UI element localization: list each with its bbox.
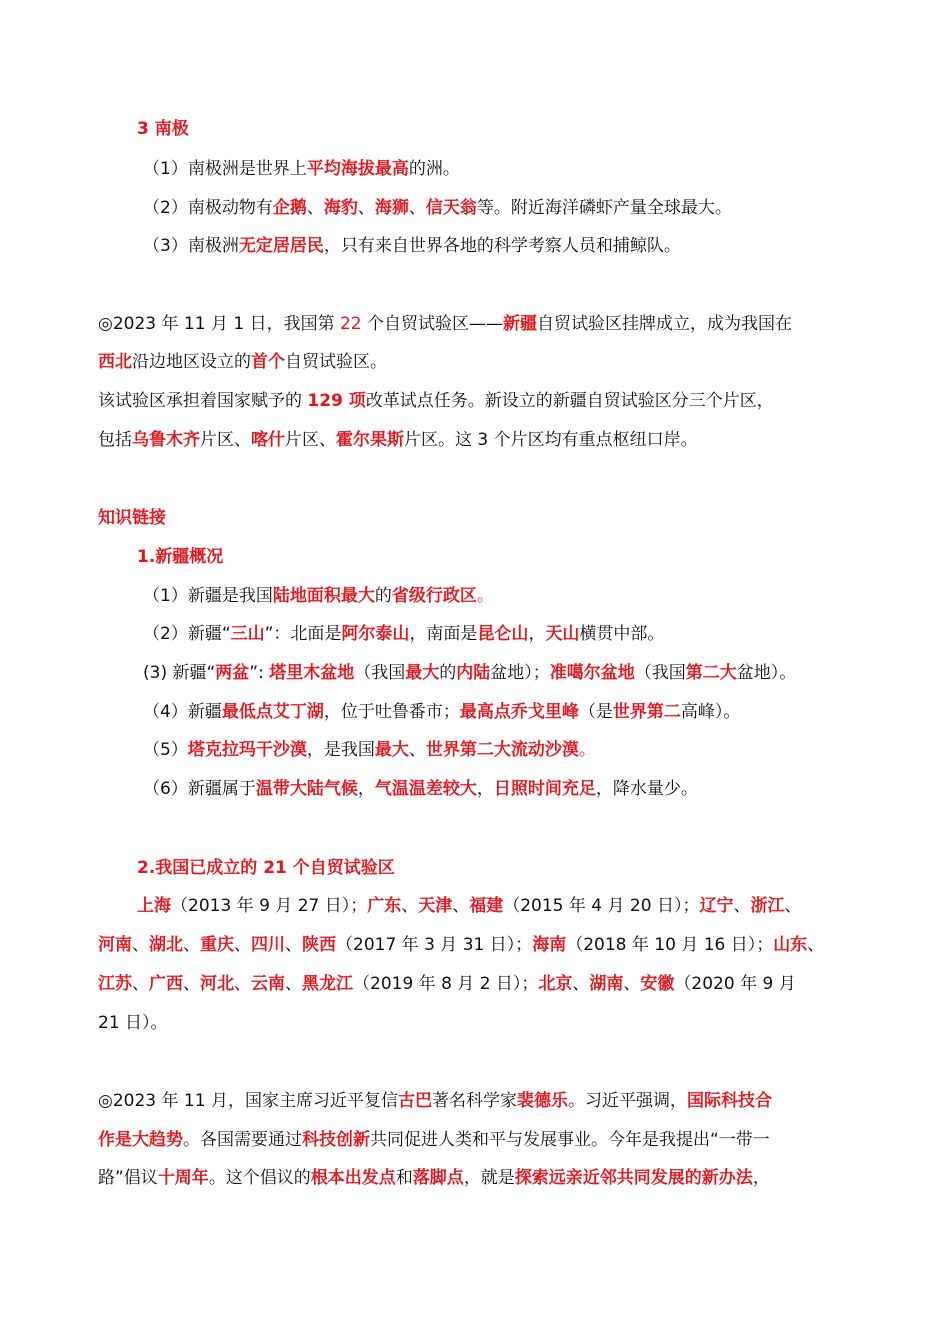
- highlight-run: 福建: [469, 896, 504, 916]
- highlight-run: 准噶尔盆地: [549, 663, 635, 683]
- highlight-run: 作是大趋势: [98, 1130, 183, 1150]
- text-run: （3）南极洲: [143, 236, 239, 256]
- text-run: 、: [183, 935, 200, 955]
- highlight-run: 科技创新: [302, 1130, 370, 1150]
- text-run: 等。附近海洋磷虾产量全球最大。: [476, 198, 732, 218]
- highlight-run: 古巴: [397, 1091, 432, 1111]
- text-run: 、: [183, 974, 200, 994]
- text-run: ，: [528, 624, 546, 644]
- text-run: 、: [285, 974, 302, 994]
- highlight-run: 省级行政区: [391, 586, 477, 606]
- highlight-run: 广西: [149, 974, 183, 994]
- highlight-run: 辽宁: [699, 896, 734, 916]
- text-run: (3) 新疆“: [143, 663, 216, 683]
- highlight-run: 天津: [418, 896, 453, 916]
- highlight-run: 喀什: [251, 430, 285, 450]
- highlight-run: 江苏: [98, 974, 132, 994]
- highlight-run: 北京: [538, 974, 573, 994]
- antarctica-item-3: [143, 234, 681, 258]
- text-run: （我国: [354, 663, 406, 683]
- text-run: （6）新疆属于: [143, 779, 256, 799]
- news-cuba-line-1: [98, 1089, 772, 1113]
- highlight-run: 昆仑山: [477, 624, 529, 644]
- text-run: （2019 年 8 月 2 日）；: [353, 974, 539, 994]
- highlight-run: 安徽: [640, 974, 675, 994]
- text-run: （2）新疆“: [143, 624, 231, 644]
- text-run: ”：北面是: [264, 624, 342, 644]
- highlight-run: 最大: [405, 663, 440, 683]
- text-run: 的洲。: [408, 159, 460, 179]
- text-run: 沿边地区设立的: [132, 352, 251, 372]
- highlight-run: 陕西: [302, 935, 336, 955]
- text-run: 、: [234, 974, 251, 994]
- highlight-run: 湖南: [589, 974, 624, 994]
- text-run: 个自贸试验区——: [361, 314, 504, 334]
- highlight-run: 西北: [98, 352, 132, 372]
- text-run: 。各国需要通过: [183, 1130, 302, 1150]
- text-run: 片区、: [200, 430, 251, 450]
- ftz-line-4: [98, 1011, 168, 1035]
- text-run: ，只有来自世界各地的科学考察人员和捕鲸队。: [323, 236, 681, 256]
- ftz-line-2: [98, 933, 824, 957]
- text-run: 改革试点任务。新设立的新疆自贸试验区分三个片区，: [365, 391, 774, 411]
- text-run: 盆地）；: [490, 663, 550, 683]
- text-run: 高峰）。: [680, 702, 741, 722]
- text-run: 、: [132, 935, 149, 955]
- text-run: （2018 年 10 月 16 日）；: [566, 935, 774, 955]
- text-run: ，就是: [463, 1168, 515, 1188]
- text-run: ◎2023 年 11 月 1 日，我国第: [98, 314, 340, 334]
- ftz-line-3: [98, 972, 796, 996]
- ftz-line-1: [137, 894, 801, 918]
- highlight-run: 2.我国已成立的 21 个自贸试验区: [137, 858, 395, 878]
- xinjiang-item-4: [143, 700, 740, 724]
- highlight-run: 裴德乐: [516, 1091, 568, 1111]
- news-cuba-line-2: [98, 1128, 770, 1152]
- highlight-run: 信天翁: [425, 198, 477, 218]
- text-run: （1）新疆是我国: [143, 586, 273, 606]
- text-run: 、: [623, 974, 641, 994]
- highlight-run: 世界第二: [612, 702, 681, 722]
- xinjiang-item-1: [143, 584, 494, 608]
- news-xinjiang-line-1: [98, 312, 792, 336]
- news-xinjiang-line-3: [98, 389, 774, 413]
- highlight-run: 乌鲁木齐: [132, 430, 200, 450]
- xinjiang-overview-heading: 1.新疆概况: [137, 547, 224, 567]
- highlight-run: 浙江: [750, 896, 785, 916]
- highlight-run: 首个: [251, 352, 285, 372]
- text-run: 、: [285, 935, 302, 955]
- highlight-run: 最大: [374, 740, 409, 760]
- highlight-run: 无定居居民: [238, 236, 324, 256]
- text-run: 、: [733, 896, 751, 916]
- highlight-run: 。: [578, 740, 596, 760]
- text-run: （2017 年 3 月 31 日）；: [336, 935, 533, 955]
- highlight-run: 河北: [200, 974, 234, 994]
- text-run: ◎2023 年 11 月，国家主席习近平复信: [98, 1091, 398, 1111]
- highlight-run: 海狮: [374, 198, 409, 218]
- highlight-run: 陆地面积最大: [272, 586, 375, 606]
- text-run: 该试验区承担着国家赋予的: [98, 391, 308, 411]
- news-xinjiang-line-4: [98, 428, 698, 452]
- text-run: 、: [357, 198, 375, 218]
- text-run: ，: [476, 779, 494, 799]
- text-run: 自贸试验区。: [285, 352, 387, 372]
- text-run: （我国: [634, 663, 686, 683]
- text-run: ，: [357, 779, 375, 799]
- highlight-run: 阿尔泰山: [341, 624, 410, 644]
- text-run: 。习近平强调，: [567, 1091, 687, 1111]
- text-run: 路”倡议: [98, 1168, 158, 1188]
- text-run: 著名科学家: [431, 1091, 517, 1111]
- text-run: 、: [401, 896, 419, 916]
- highlight-run: 海豹: [323, 198, 358, 218]
- text-run: 、: [306, 198, 324, 218]
- antarctica-item-1: [143, 157, 460, 181]
- text-run: ，南面是: [409, 624, 478, 644]
- text-run: 21 日）。: [98, 1013, 168, 1033]
- text-run: 。这个倡议的: [208, 1168, 311, 1188]
- text-run: 的: [439, 663, 457, 683]
- highlight-run: 塔克拉玛干沙漠: [187, 740, 307, 760]
- highlight-run: 上海: [137, 896, 171, 916]
- knowledge-link-heading: 知识链接: [98, 508, 166, 528]
- xinjiang-item-3: [143, 661, 796, 685]
- text-run: （5）: [143, 740, 188, 760]
- text-run: 和: [395, 1168, 413, 1188]
- highlight-run: 新疆: [503, 314, 538, 334]
- text-run: （4）新疆: [143, 702, 222, 722]
- text-run: ，降水量少。: [595, 779, 698, 799]
- text-run: 、: [784, 896, 802, 916]
- text-run: （2015 年 4 月 20 日）；: [503, 896, 700, 916]
- text-run: 、: [234, 935, 251, 955]
- text-run: 、: [572, 974, 590, 994]
- xinjiang-item-6: [143, 777, 698, 801]
- highlight-run: 霍尔果斯: [336, 430, 404, 450]
- highlight-run: 云南: [251, 974, 285, 994]
- highlight-run: 最低点艾丁湖: [221, 702, 324, 722]
- text-run: 片区。这 3 个片区均有重点枢纽口岸。: [404, 430, 698, 450]
- text-run: 自贸试验区挂牌成立，成为我国在: [537, 314, 793, 334]
- text-run: ，位于吐鲁番市；: [323, 702, 460, 722]
- text-run: （1）南极洲是世界上: [143, 159, 307, 179]
- text-run: （2013 年 9 月 27 日）；: [171, 896, 368, 916]
- highlight-run: 河南: [98, 935, 132, 955]
- text-run: （2020 年 9 月: [674, 974, 796, 994]
- highlight-run: 黑龙江: [302, 974, 353, 994]
- highlight-run: 湖北: [149, 935, 183, 955]
- highlight-run: 塔里木盆地: [269, 663, 355, 683]
- highlight-run: 落脚点: [412, 1168, 464, 1188]
- text-run: 盆地）。: [736, 663, 797, 683]
- text-run: 的: [374, 586, 392, 606]
- xinjiang-item-5: [143, 738, 596, 762]
- text-run: 横贯中部。: [579, 624, 665, 644]
- highlight-run: 日照时间充足: [493, 779, 596, 799]
- text-run: 、: [408, 740, 426, 760]
- text-run: （是: [578, 702, 613, 722]
- text-run: 、: [807, 935, 825, 955]
- highlight-run: 国际科技合: [686, 1091, 772, 1111]
- highlight-run: 。: [476, 586, 494, 606]
- highlight-run: 世界第二大流动沙漠: [425, 740, 579, 760]
- highlight-run: 广东: [367, 896, 402, 916]
- text-run: （2）南极动物有: [143, 198, 273, 218]
- highlight-run: 海南: [532, 935, 567, 955]
- news-xinjiang-line-2: [98, 350, 387, 374]
- highlight-run: 平均海拔最高: [306, 159, 409, 179]
- section-heading-antarctica: 3 南极: [137, 119, 189, 139]
- highlight-run: 第二大: [685, 663, 737, 683]
- text-run: ，: [752, 1168, 770, 1188]
- text-run: 、: [408, 198, 426, 218]
- highlight-run: 三山: [230, 624, 265, 644]
- text-run: 共同促进人类和平与发展事业。今年是我提出“一带一: [370, 1130, 770, 1150]
- highlight-run: 探索远亲近邻共同发展的新办法: [514, 1168, 753, 1188]
- highlight-run: 22: [339, 314, 362, 334]
- highlight-run: 最高点乔戈里峰: [459, 702, 579, 722]
- text-run: 片区、: [285, 430, 336, 450]
- highlight-run: 重庆: [200, 935, 234, 955]
- highlight-run: 两盆: [215, 663, 250, 683]
- text-run: 、: [452, 896, 470, 916]
- text-run: 、: [132, 974, 149, 994]
- highlight-run: 四川: [251, 935, 285, 955]
- xinjiang-item-2: [143, 622, 664, 646]
- highlight-run: 天山: [545, 624, 580, 644]
- text-run: ，是我国: [306, 740, 375, 760]
- highlight-run: 十周年: [157, 1168, 209, 1188]
- news-cuba-line-3: [98, 1166, 770, 1190]
- text-run: 包括: [98, 430, 132, 450]
- highlight-run: 气温温差较大: [374, 779, 477, 799]
- highlight-run: 温带大陆气候: [255, 779, 358, 799]
- highlight-run: 根本出发点: [310, 1168, 396, 1188]
- ftz-heading: [137, 856, 395, 880]
- highlight-run: 内陆: [456, 663, 491, 683]
- text-run: ”:: [249, 663, 270, 683]
- highlight-run: 129 项: [307, 391, 366, 411]
- highlight-run: 企鹅: [272, 198, 307, 218]
- highlight-run: 山东: [773, 935, 808, 955]
- antarctica-item-2: [143, 196, 732, 220]
